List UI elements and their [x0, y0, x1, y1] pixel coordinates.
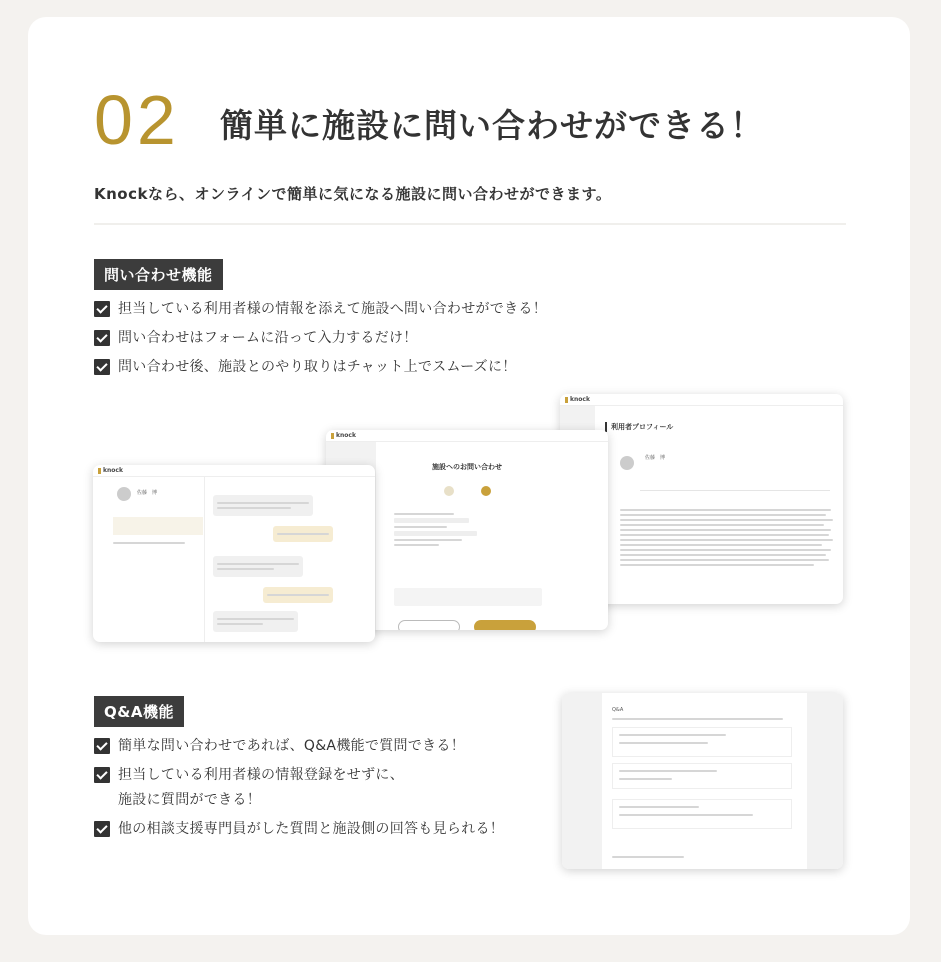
profile-title: 利用者プロフィール [605, 422, 673, 432]
chat-user-name: 佐藤 博 [137, 490, 158, 496]
section-title: 簡単に施設に問い合わせができる！ [220, 106, 764, 145]
list-item-text: 担当している利用者様の情報を添えて施設へ問い合わせができる！ [118, 301, 547, 317]
checkbox-icon [94, 738, 110, 754]
section-number: 02 [94, 81, 180, 159]
list-item [94, 820, 504, 839]
checkbox-icon [94, 330, 110, 346]
profile-body-text [620, 506, 835, 569]
qa-entry [612, 799, 792, 829]
message-textarea [394, 588, 542, 606]
list-item-text: 担当している利用者様の情報登録をせずに、 施設に質問ができる！ [118, 767, 404, 808]
checkbox-icon [94, 767, 110, 783]
section-subtitle: Knockなら、オンラインで簡単に気になる施設に問い合わせができます。 [94, 185, 612, 203]
list-item [94, 766, 504, 810]
list-item-text: 問い合わせ後、施設とのやり取りはチャット上でスムーズに！ [118, 359, 517, 375]
list-item-text: 簡単な問い合わせであれば、Q&A機能で質問できる！ [118, 738, 466, 754]
profile-name: 佐藤 博 [645, 455, 666, 461]
qa-entry [612, 727, 792, 757]
back-button [398, 620, 460, 630]
knock-logo: knock [98, 467, 123, 474]
checkbox-icon [94, 359, 110, 375]
inquiry-badge: 問い合わせ機能 [94, 259, 223, 290]
inquiry-feature-list [94, 300, 547, 377]
checkbox-icon [94, 821, 110, 837]
list-item [94, 329, 547, 348]
divider [94, 223, 846, 225]
qa-screenshot [562, 693, 843, 869]
list-item [94, 737, 504, 756]
avatar [620, 456, 634, 470]
qa-title: Q&A [612, 707, 624, 713]
list-item-text: 問い合わせはフォームに沿って入力するだけ！ [118, 330, 418, 346]
avatar [117, 487, 131, 501]
list-item [94, 358, 547, 377]
qa-badge: Q&A機能 [94, 696, 184, 727]
chat-sidebar [93, 477, 205, 642]
checkbox-icon [94, 301, 110, 317]
chat-screenshot [93, 465, 375, 642]
qa-entry [612, 763, 792, 789]
list-item [94, 300, 547, 319]
knock-logo: knock [565, 396, 590, 403]
qa-feature-list [94, 737, 504, 839]
submit-button [474, 620, 536, 630]
form-title: 施設へのお問い合わせ [432, 463, 502, 471]
list-item-text: 他の相談支援専門員がした質問と施設側の回答も見られる！ [118, 821, 505, 837]
knock-logo: knock [331, 432, 356, 439]
